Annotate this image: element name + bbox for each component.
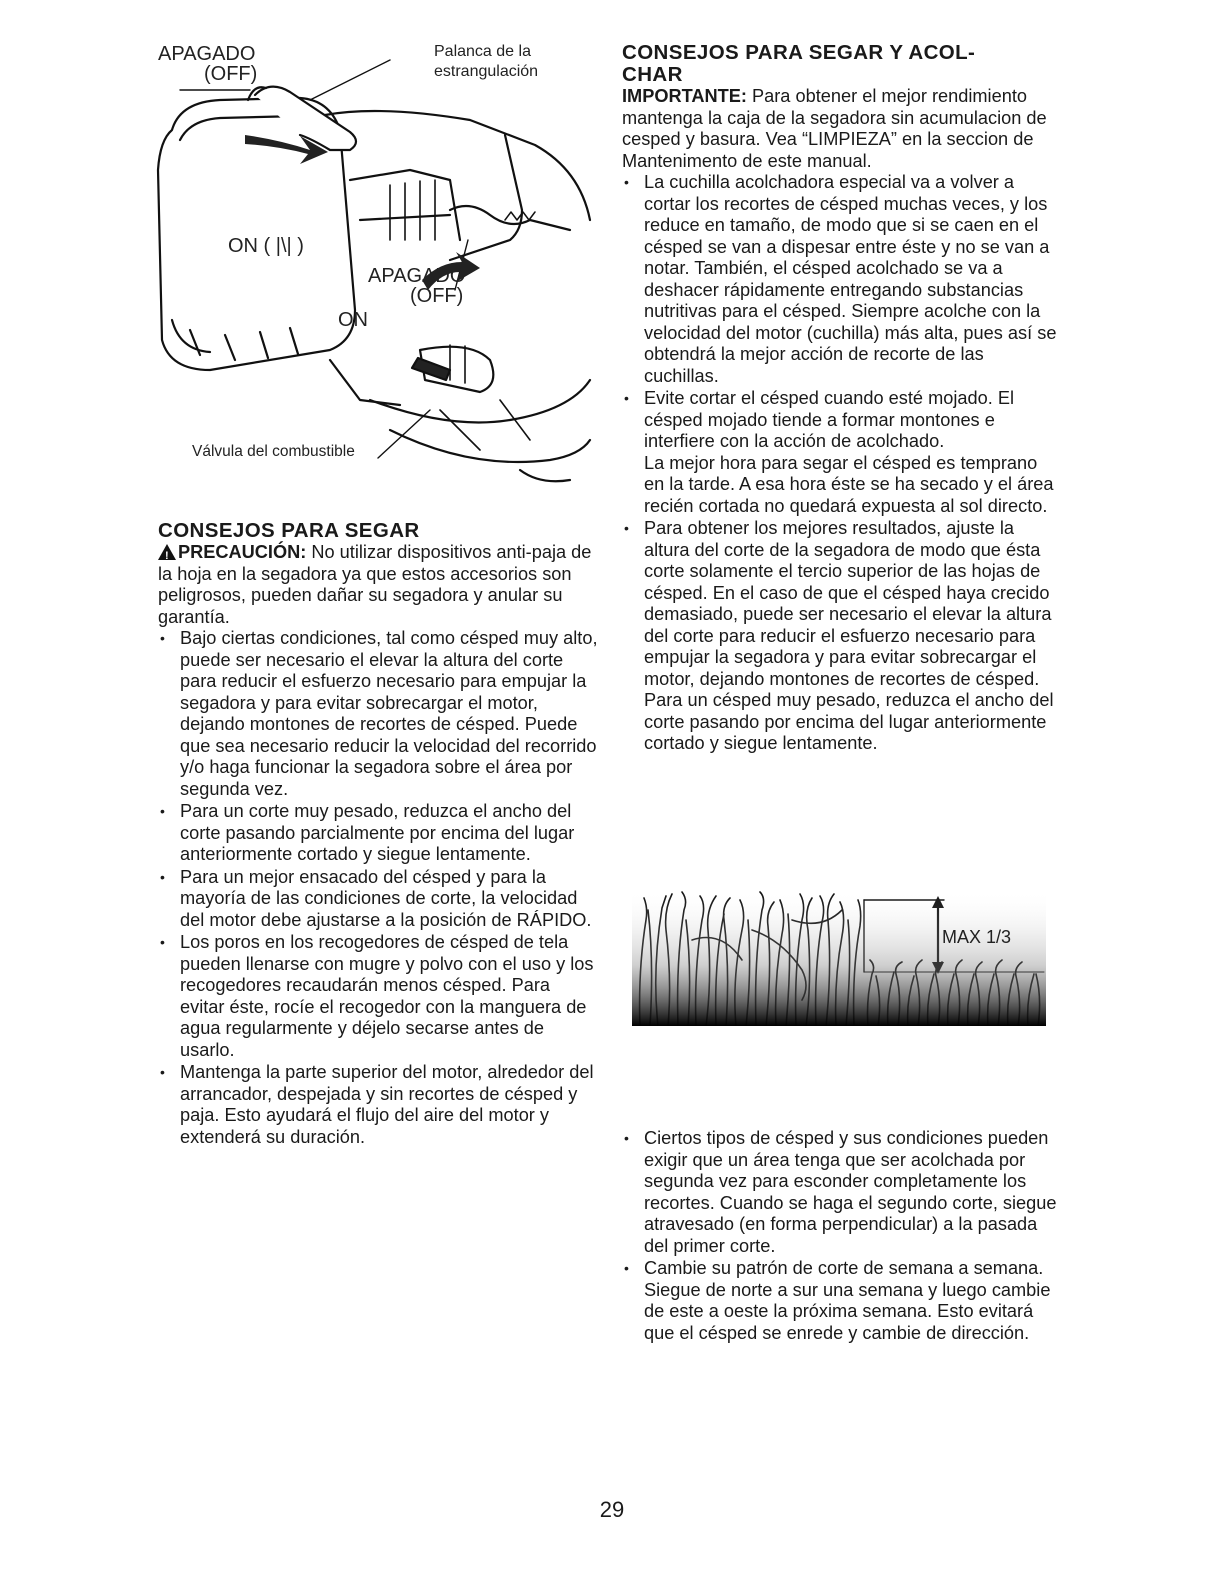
warning-icon <box>158 544 176 560</box>
warning-paragraph <box>158 542 598 628</box>
important-label: IMPORTANTE: <box>622 86 747 106</box>
important-text: Para obtener el mejor rendimiento mantenga la caja de la segadora sin acumulacion de cesped y basura. Vea “LIMPIEZA” en la seccion de Mantenimento de este manual. <box>622 86 1047 171</box>
list-item: • Para un corte muy pesado, reduzca el ancho del corte pasando parcialmente por encima del lugar anteriormente cortado y siegue lentamente. <box>160 801 575 864</box>
list-item: • Los poros en los recogedores de césped de tela pueden llenarse con mugre y polvo con el uso y los recogedores recaudarán menos césped. Para evitar éste, rocíe el recogedor con la manguera de agua regularmente y déjelo secarse antes de usarlo. <box>160 932 594 1060</box>
apagado-label: APAGADO <box>158 43 256 65</box>
consejos-acolchar-title-line1: CONSEJOS PARA SEGAR Y ACOL- <box>622 41 976 64</box>
list-item: • Evite cortar el césped cuando esté mojado. El césped mojado tiende a formar montones e interfiere con la acción de acolchado. La mejor hora para segar el césped es temprano en la tarde. A esa hora éste se ha secado y el área recién cortada no quedará expuesta al sol directo. <box>624 388 1054 516</box>
on-mid-label: ON <box>338 309 368 331</box>
page-number: 29 <box>599 1497 625 1522</box>
segar-bullet-list <box>158 628 598 1148</box>
important-paragraph <box>622 86 1062 172</box>
list-item: • Para obtener los mejores resultados, ajuste la altura del corte de la segadora de modo que ésta corte solamente el tercio superior de las hojas de césped. En el caso de que el césped haya crecido demasiado, puede ser necesario el elevar la altura del corte para reducir el esfuerzo necesario para empujar la segadora y para evitar sobrecargar el motor, dejando montones de recortes de césped. Para un césped muy pesado, reduzca el ancho del corte pasando por encima del lugar anteriormente cortado y siegue lentamente. <box>624 518 1054 753</box>
acolchar-bullet-list <box>622 172 1062 755</box>
consejos-acolchar-section <box>622 42 1062 756</box>
on-symbol-label: ON ( |\| ) <box>228 235 304 257</box>
valvula-label: Válvula del combustible <box>192 443 355 460</box>
consejos-segar-title: CONSEJOS PARA SEGAR <box>158 519 420 542</box>
off-label: (OFF) <box>204 63 258 85</box>
list-item: • Ciertos tipos de césped y sus condiciones pueden exigir que un área tenga que ser acolchada por segunda vez para esconder completamente los recortes. Cuando se haga el segundo corte, siegue atravesado (en forma perpendicular) a la pasada del primer corte. <box>624 1128 1057 1256</box>
engine-controls-figure <box>150 40 600 510</box>
warning-label: PRECAUCIÓN: <box>178 542 307 562</box>
consejos-segar-section <box>158 520 598 1149</box>
extra-bullet-list <box>622 1128 1062 1344</box>
grass-cut-height-figure <box>632 890 1046 1026</box>
consejos-acolchar-title-line2: CHAR <box>622 63 683 86</box>
list-item: • Bajo ciertas condiciones, tal como césped muy alto, puede ser necesario el elevar la altura del corte para reducir el esfuerzo necesario para empujar la segadora y para evitar sobrecargar el motor, dejando montones de recortes de césped. Puede que sea necesario reducir la velocidad del recorrido y/o haga funcionar la segadora sobre el área por segunda vez. <box>160 628 598 799</box>
warning-text: No utilizar dispositivos anti-paja de la hoja en la segadora ya que estos accesorios son peligrosos, pueden dañar su segadora y anular su garantía. <box>158 542 592 627</box>
extra-tips-section <box>622 1128 1062 1345</box>
off-mid-label: (OFF) <box>410 285 464 307</box>
palanca-label-line1: Palanca de la <box>434 43 531 60</box>
max-label: MAX 1/3 <box>942 927 1012 947</box>
list-item: • Para un mejor ensacado del césped y para la mayoría de las condiciones de corte, la velocidad del motor debe ajustarse a la posición de RÁPIDO. <box>160 866 592 930</box>
palanca-label-line2: estrangulación <box>434 63 539 80</box>
list-item: • La cuchilla acolchadora especial va a volver a cortar los recortes de césped muchas veces, y los reduce en tamaño, de modo que si se caen en el césped se van a dispesar entre éste y no se van a notar. También, el césped acolchado se va a deshacer rápidamente entregando substancias nutritivas para el césped. Siempre acolche con la velocidad del motor (cuchilla) más alta, pues así se obtendrá la mejor acción de recorte de las cuchillas. <box>624 172 1057 386</box>
list-item: • Cambie su patrón de corte de semana a semana. Siegue de norte a sur una semana y luego cambie de este a oeste la próxima semana. Esto evitará que el césped se enrede y cambie de dirección. <box>624 1258 1051 1343</box>
list-item: • Mantenga la parte superior del motor, alrededor del arrancador, despejada y sin recortes de césped y paja. Esto ayudará el flujo del aire del motor y extenderá su duración. <box>160 1062 594 1147</box>
grass-illustration <box>632 890 1046 1026</box>
apagado-mid-label: APAGADO <box>368 265 466 287</box>
